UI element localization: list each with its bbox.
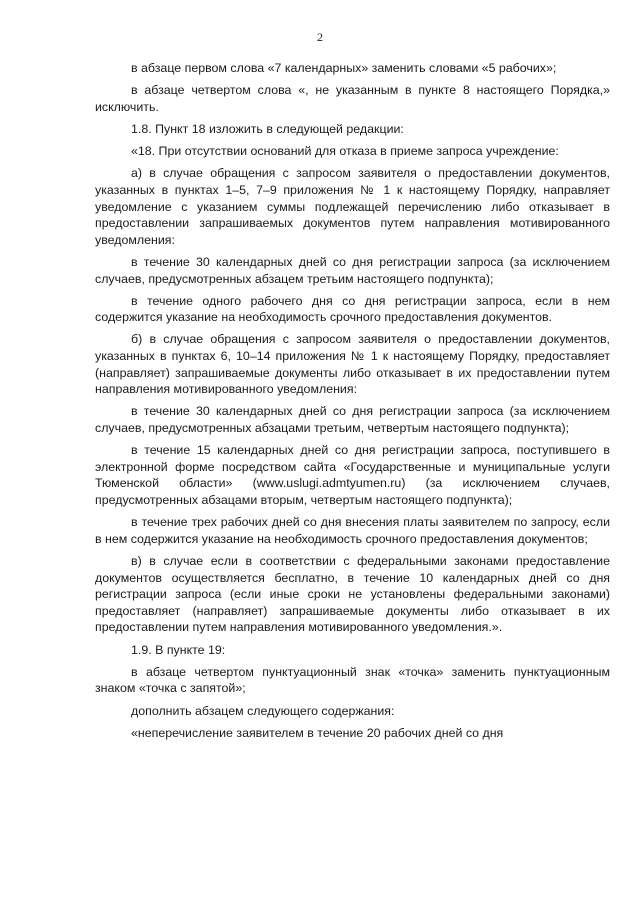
paragraph: в течение 30 календарных дней со дня регистрации запроса (за исключением случаев, предусмотренных абзацами третьим, четвертым настоящего подпункта); [95, 404, 610, 436]
paragraph: в течение 15 календарных дней со дня регистрации запроса, поступившего в электронной форме посредством сайта «Государственные и муниципальные услуги Тюменской области» (www.uslugi.admtyumen.ru) (за исключением случаев, предусмотренных абзацами вторым, четвертым настоящего подпункта); [95, 443, 610, 507]
paragraph: в абзаце первом слова «7 календарных» заменить словами «5 рабочих»; [131, 61, 557, 75]
paragraph: «18. При отсутствии оснований для отказа в приеме запроса учреждение: [131, 144, 559, 159]
paragraph: «неперечисление заявителем в течение 20 рабочих дней со дня [131, 725, 504, 740]
page-number: 2 [317, 30, 323, 44]
paragraph: а) в случае обращения с запросом заявителя о предоставлении документов, указанных в пунктах 1–5, 7–9 приложения № 1 к настоящему Порядку, направляет уведомление с указанием суммы подлежащей перечислению либо отказывает в предоставлении запрашиваемых документов путем направления мотивированного уведомления: [95, 166, 610, 247]
paragraph: в абзаце четвертом пунктуационный знак «точка» заменить пунктуационным знаком «точка с запятой»; [95, 664, 610, 696]
paragraph: дополнить абзацем следующего содержания: [131, 703, 395, 718]
paragraph: в течение одного рабочего дня со дня регистрации запроса, если в нем содержится указание на необходимость срочного предоставления документов. [95, 293, 610, 325]
document-body [95, 60, 610, 747]
paragraph: в) в случае если в соответствии с федеральными законами предоставление документов осуществляется бесплатно, в течение 10 календарных дней со дня регистрации запроса (если иные сроки не установлены федеральными законами) предоставляет (направляет) запрашиваемые документы либо отказывает в их предоставлении путем направления мотивированного уведомления.». [95, 553, 610, 635]
paragraph: в течение 30 календарных дней со дня регистрации запроса (за исключением случаев, предусмотренных абзацем третьим настоящего подпункта); [95, 254, 610, 286]
paragraph: 1.8. Пункт 18 изложить в следующей редакции: [131, 121, 404, 136]
paragraph: б) в случае обращения с запросом заявителя о предоставлении документов, указанных в пунктах 6, 10–14 приложения № 1 к настоящему Порядку, предоставляет (направляет) запрашиваемые документы либо отказывает в их предоставлении путем направления мотивированного уведомления: [95, 332, 610, 397]
paragraph: 1.9. В пункте 19: [131, 642, 226, 657]
paragraph: в течение трех рабочих дней со дня внесения платы заявителем по запросу, если в нем содержится указание на необходимость срочного предоставления документов; [95, 515, 610, 546]
paragraph: в абзаце четвертом слова «, не указанным в пункте 8 настоящего Порядка,» исключить. [95, 83, 610, 114]
